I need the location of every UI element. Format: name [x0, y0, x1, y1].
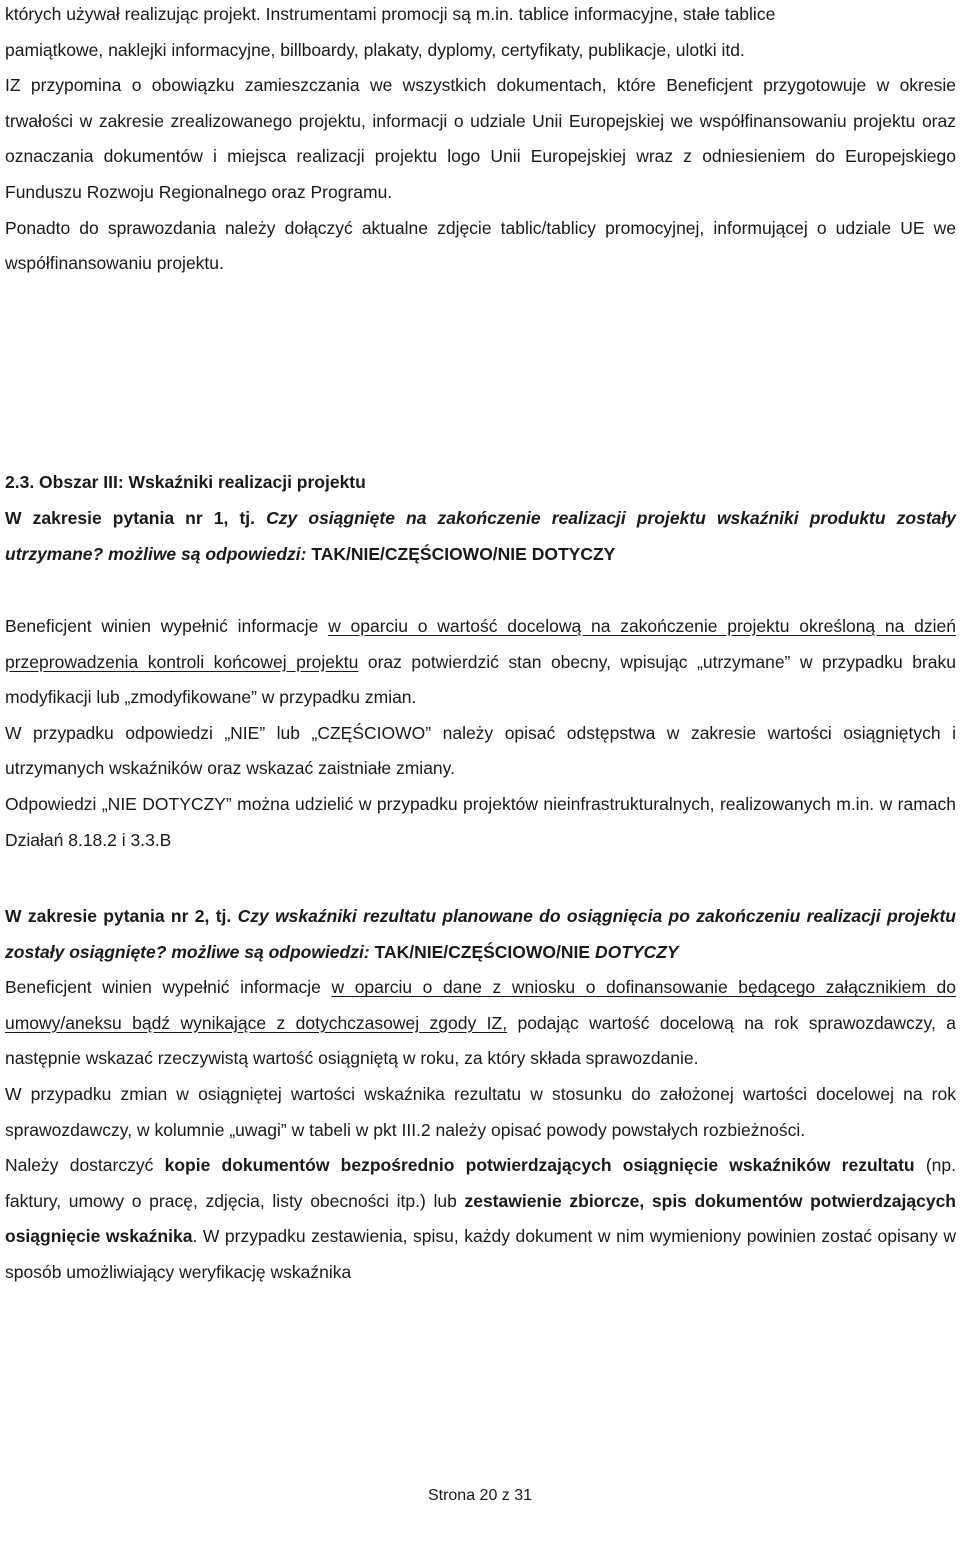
page-number: Strona 20 z 31	[427, 1487, 533, 1504]
paragraph: W przypadku zmian w osiągniętej wartości wskaźnika rezultatu w stosunku do założonej wartości docelowej na rok sprawozdawczy, w kolumnie „uwagi” w tabeli w pkt III.2 należy opisać powody powstałych rozbieżności.	[5, 1083, 956, 1140]
question-1-block	[5, 501, 956, 572]
text-line: których używał realizując projekt. Instrumentami promocji są m.in. tablice informacyjne, stałe tablice	[5, 4, 776, 24]
paragraph: Odpowiedzi „NIE DOTYCZY” można udzielić w przypadku projektów nieinfrastrukturalnych, realizowanych m.in. w ramach Działań 8.18.2 i 3.3.B	[5, 793, 956, 850]
paragraph: W przypadku odpowiedzi „NIE” lub „CZĘŚCIOWO” należy opisać odstępstwa w zakresie wartości osiągniętych i utrzymanych wskaźników oraz wskazać zaistniałe zmiany.	[5, 722, 956, 779]
question-1-explanation	[5, 609, 956, 858]
promotion-text	[5, 0, 956, 282]
question-2-title: W zakresie pytania nr 2, tj. Czy wskaźniki rezultatu planowane do osiągnięcia po zakończeniu realizacji projektu zostały osiągnięte? możliwe są odpowiedzi: TAK/NIE/CZĘŚCIOWO/NIE DOTYCZY	[5, 906, 957, 962]
question-1-title: W zakresie pytania nr 1, tj. Czy osiągnięte na zakończenie realizacji projektu wskaźniki produktu zostały utrzymane? możliwe są odpowiedzi: TAK/NIE/CZĘŚCIOWO/NIE DOTYCZY	[5, 508, 956, 564]
question-2-block	[5, 899, 956, 1291]
paragraph: Beneficjent winien wypełnić informacje w oparciu o wartość docelową na zakończenie projektu określoną na dzień przeprowadzenia kontroli końcowej projektu oraz potwierdzić stan obecny, wpisując „utrzymane” w przypadku braku modyfikacji lub „zmodyfikowane” w przypadku zmian.	[5, 616, 956, 708]
section-heading: 2.3. Obszar III: Wskaźniki realizacji projektu	[5, 472, 366, 492]
paragraph-iz-reminder: IZ przypomina o obowiązku zamieszczania we wszystkich dokumentach, które Beneficjent przygotowuje w okresie trwałości w zakresie zrealizowanego projektu, informacji o udziale Unii Europejskiej we współfinansowaniu projektu oraz oznaczania dokumentów i miejsca realizacji projektu logo Unii Europejskiej wraz z odniesieniem do Europejskiego Funduszu Rozwoju Regionalnego oraz Programu.	[5, 75, 956, 202]
paragraph-photo-requirement: Ponadto do sprawozdania należy dołączyć aktualne zdjęcie tablic/tablicy promocyjnej, informującej o udziale UE we współfinansowaniu projektu.	[5, 217, 956, 274]
paragraph: Beneficjent winien wypełnić informacje w oparciu o dane z wniosku o dofinansowanie będącego załącznikiem do umowy/aneksu bądź wynikające z dotychczasowej zgody IZ, podając wartość docelową na rok sprawozdawczy, a następnie wskazać rzeczywistą wartość osiągniętą w roku, za który składa sprawozdanie.	[5, 977, 956, 1069]
text-line: pamiątkowe, naklejki informacyjne, billboardy, plakaty, dyplomy, certyfikaty, publikacje, ulotki itd.	[5, 39, 745, 60]
paragraph: Należy dostarczyć kopie dokumentów bezpośrednio potwierdzających osiągnięcie wskaźników rezultatu (np. faktury, umowy o pracę, zdjęcia, listy obecności itp.) lub zestawienie zbiorcze, spis dokumentów potwierdzających osiągnięcie wskaźnika. W przypadku zestawienia, spisu, każdy dokument w nim wymieniony powinien zostać opisany w sposób umożliwiający weryfikację wskaźnika	[5, 1155, 956, 1282]
